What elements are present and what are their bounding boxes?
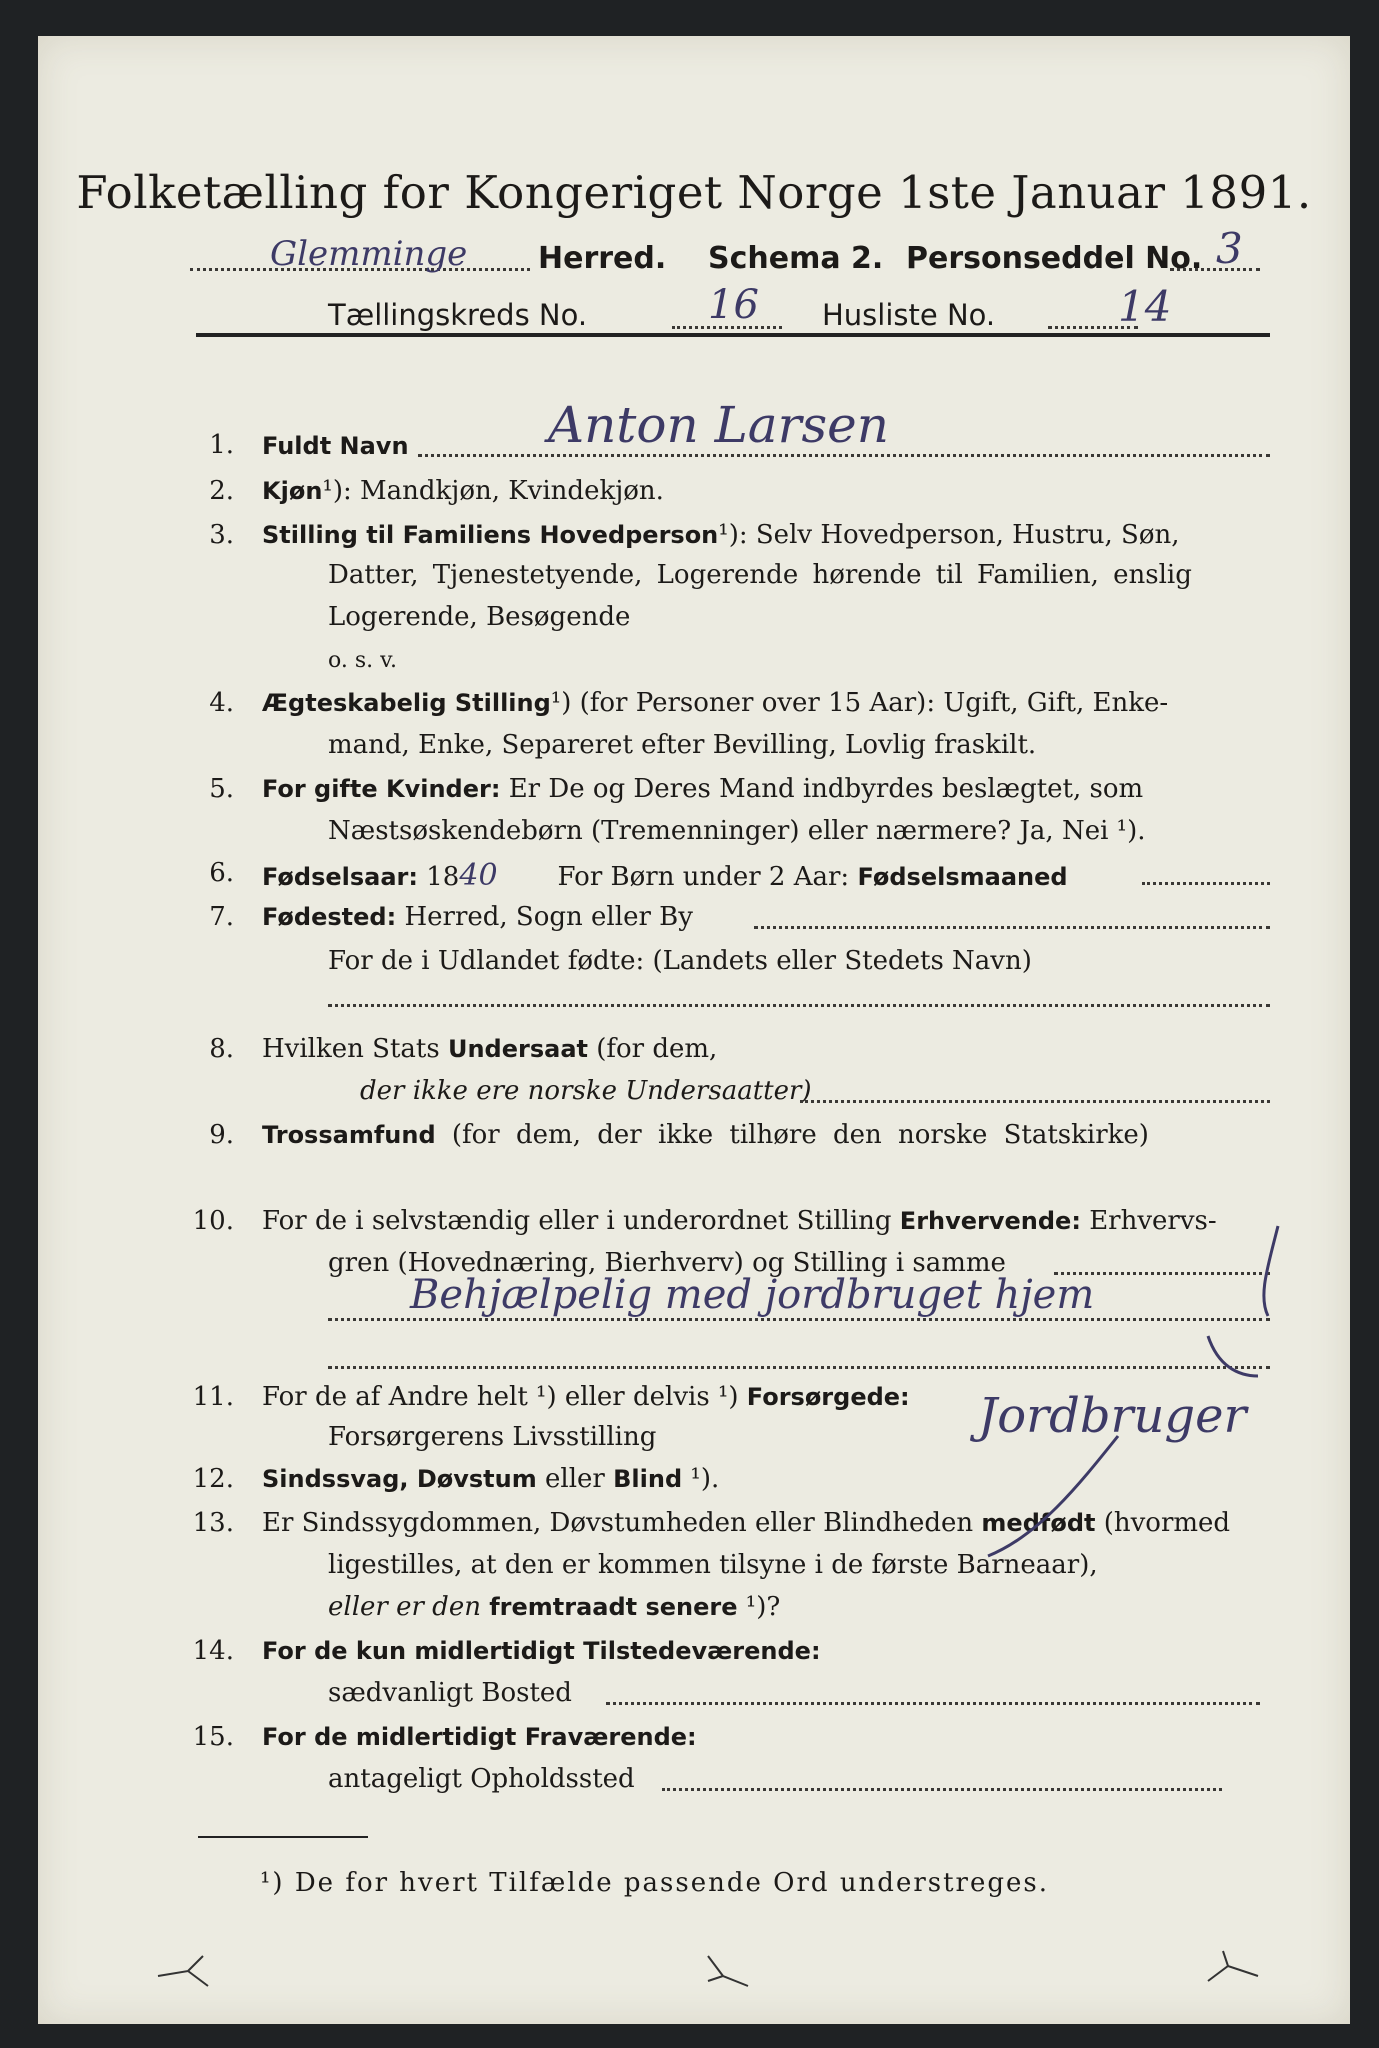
q3-line3: Logerende, Besøgende [328,602,631,632]
q14-label: midlertidigt Tilstedeværende: [414,1637,821,1665]
q14-pre: For de kun [262,1637,407,1665]
q2-rest: ¹): Mandkjøn, Kvindekjøn. [322,476,664,506]
q13-pre: Er Sindssygdommen, Døvstumheden eller Blindheden [262,1508,974,1538]
fold-corner-marks [148,1936,1328,2016]
q1-dotted-line [418,454,1270,457]
q5-label: gifte Kvinder: [314,775,501,803]
q12-mid: eller [545,1464,605,1494]
q5-line2: Næstsøskendebørn (Tremenninger) eller nærmere? Ja, Nei ¹). [328,816,1146,846]
q13-line2: ligestilles, at den er kommen tilsyne i de første Barneaar), [328,1550,1098,1580]
q13-line3-rest: ¹)? [745,1592,781,1622]
q13-number: 13. [192,1508,234,1538]
q3-line1 [262,520,1180,550]
q6-label: Fødselsaar: [262,863,418,891]
q8-line2: der ikke ere norske Undersaatter) [360,1076,812,1106]
q10-rest: Erhvervs- [1089,1206,1217,1236]
q12-line [262,1464,719,1494]
q13-label: medfødt [981,1509,1096,1537]
q7-rest: Herred, Sogn eller By [404,902,693,932]
header-rule [196,333,1270,337]
q4-line1-rest: ¹) (for Personer over 15 Aar): Ugift, Gift, Enke- [550,688,1169,718]
taellingskreds-label: Tællingskreds No. [328,298,588,332]
q8-dotted-line [800,1100,1270,1103]
q11-line1 [262,1382,910,1412]
q13-rest: (hvormed [1103,1508,1231,1538]
q6-label2: Fødselsmaaned [857,863,1068,891]
q6-year-value: 40 [459,858,498,893]
q8-pre: Hvilken Stats [262,1034,440,1064]
q11-label: Forsørgede: [746,1383,910,1411]
q14-number: 14. [192,1636,234,1666]
q3-line1-rest: ¹): Selv Hovedperson, Hustru, Søn, [718,520,1180,550]
q7-second-dotted-line [328,1004,1270,1007]
q7-label: Fødested: [262,903,397,931]
q11-pre: For de af Andre helt ¹) eller delvis ¹) [262,1382,739,1412]
q10-number: 10. [192,1206,234,1236]
footnote: ¹) De for hvert Tilfælde passende Ord understreges. [260,1868,1050,1898]
q4-line2: mand, Enke, Separeret efter Bevilling, Lovlig fraskilt. [328,730,1037,760]
q4-line1 [262,688,1168,718]
q10-label: Erhvervende: [899,1207,1081,1235]
q7-line2: For de i Udlandet fødte: (Landets eller Stedets Navn) [328,946,1032,976]
q6-year-prefix: 18 [426,862,460,892]
q9-rest: (for dem, der ikke tilhøre den norske Statskirke) [451,1120,1149,1150]
q4-label: Ægteskabelig Stilling [262,689,551,717]
husliste-value: 14 [1118,282,1172,331]
q2-label: Kjøn [262,477,323,505]
q5-number: 5. [209,774,234,804]
q6-line [262,858,1068,893]
q11-number: 11. [192,1382,234,1412]
q13-line3-label: fremtraadt senere [489,1593,738,1621]
q15-number: 15. [192,1722,234,1752]
q1-full-name-value: Anton Larsen [548,396,889,454]
personseddel-value: 3 [1216,224,1243,273]
q9-line [262,1120,1149,1150]
form-title: Folketælling for Kongeriget Norge 1ste Januar 1891. [76,166,1312,219]
q1-label: Fuldt Navn [262,432,409,460]
personseddel-dotted-line [1170,268,1260,271]
footnote-rule [198,1836,368,1838]
personseddel-label: Personseddel No. [906,241,1203,276]
q3-line4: o. s. v. [328,648,397,673]
q13-line3-pre: eller er den [328,1592,481,1622]
q5-line1-rest: Er De og Deres Mand indbyrdes beslægtet, som [508,774,1144,804]
schema-label: Schema 2. [708,241,884,276]
q6-number: 6. [209,858,234,888]
q9-number: 9. [209,1120,234,1150]
q10-pre: For de i selvstændig eller i underordnet Stilling [262,1206,892,1236]
q8-number: 8. [209,1034,234,1064]
husliste-label: Husliste No. [822,298,996,332]
q5-label-pre: For [262,775,306,803]
q2-text [262,476,664,506]
q11-provider-value: Jordbruger [978,1388,1247,1444]
q10-line2: gren (Hovednæring, Bierhverv) og Stilling i samme [328,1248,1006,1278]
q6-dotted-line [1142,882,1270,885]
q5-line1 [262,774,1143,804]
q12-rest: ¹). [690,1464,720,1494]
q15-line1 [262,1722,697,1752]
q14-dotted-line [606,1702,1260,1705]
q7-line1 [262,902,693,932]
q15-line2: antageligt Opholdssted [328,1764,635,1794]
herred-value: Glemminge [270,234,468,274]
q13-line3 [328,1592,780,1622]
q14-line1 [262,1636,821,1666]
q10-occupation-value: Behjælpelig med jordbruget hjem [410,1272,1095,1318]
q3-number: 3. [209,520,234,550]
q2-number: 2. [209,476,234,506]
q3-label: Stilling til Familiens Hovedperson [262,521,719,549]
q1-number: 1. [209,430,234,460]
q15-pre: For de [262,1723,348,1751]
q12-number: 12. [192,1464,234,1494]
q4-number: 4. [209,688,234,718]
q3-line2: Datter, Tjenestetyende, Logerende hørende til Familien, enslig [328,560,1192,590]
taellingskreds-value: 16 [708,282,759,328]
q7-dotted-line [754,926,1270,929]
q8-rest: (for dem, [596,1034,718,1064]
q15-label: midlertidigt Fraværende: [355,1723,697,1751]
q14-line2: sædvanligt Bosted [328,1678,572,1708]
q8-line1 [262,1034,717,1064]
q8-label: Undersaat [447,1035,588,1063]
q12-label: Sindssvag, Døvstum [262,1465,537,1493]
q7-number: 7. [209,902,234,932]
q15-dotted-line [662,1788,1222,1791]
handwriting-flourish-strokes [838,1206,1338,1586]
q12-label2: Blind [613,1465,683,1493]
q6-rest: For Børn under 2 Aar: [557,862,850,892]
q9-label: Trossamfund [262,1121,436,1149]
herred-label: Herred. [538,241,667,276]
q11-line2: Forsørgerens Livsstilling [328,1422,657,1452]
census-form-sheet [38,36,1350,2024]
